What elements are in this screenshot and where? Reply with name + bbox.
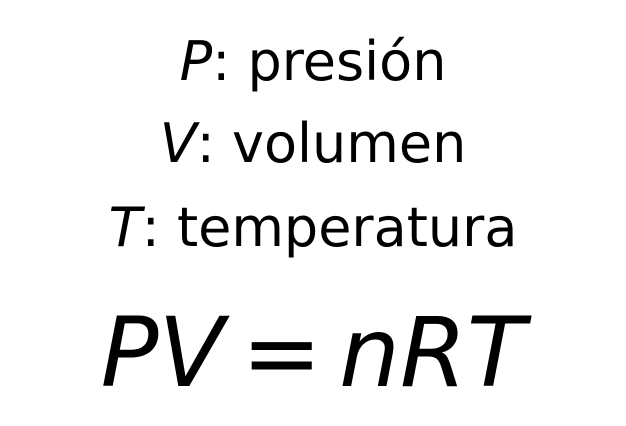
equation-operator: =	[241, 297, 322, 409]
ideal-gas-equation	[0, 298, 626, 408]
definition-pressure	[0, 30, 626, 94]
temperature-symbol: T	[108, 196, 142, 259]
pressure-meaning: presión	[247, 30, 447, 93]
volume-symbol: V	[159, 112, 197, 175]
temperature-meaning: temperatura	[176, 196, 518, 259]
definition-volume	[0, 112, 626, 176]
equation-rhs: nRT	[339, 297, 526, 409]
pressure-separator: :	[212, 30, 231, 93]
temperature-separator: :	[141, 196, 160, 259]
equation-lhs: PV	[100, 297, 225, 409]
volume-separator: :	[196, 112, 215, 175]
volume-meaning: volumen	[232, 112, 467, 175]
pressure-symbol: P	[179, 30, 213, 93]
definition-temperature	[0, 196, 626, 260]
